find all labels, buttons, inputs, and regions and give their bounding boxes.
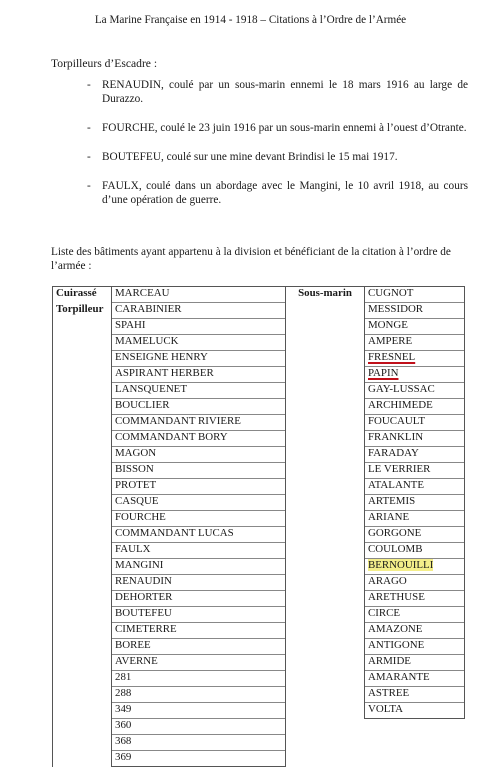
submarine-name-cell	[365, 335, 465, 351]
submarine-type-cell	[286, 751, 365, 767]
table-row	[53, 623, 465, 639]
type-cell	[53, 415, 112, 431]
type-cell	[53, 335, 112, 351]
submarine-type-cell	[286, 639, 365, 655]
type-cell	[53, 383, 112, 399]
ship-name-cell: MAMELUCK	[112, 335, 286, 351]
type-cell	[53, 399, 112, 415]
submarine-name: CIRCE	[368, 607, 401, 619]
submarine-type-cell	[286, 655, 365, 671]
submarine-name-cell	[365, 399, 465, 415]
submarine-name-cell	[365, 511, 465, 527]
table-row	[53, 735, 465, 751]
submarine-type-cell	[286, 319, 365, 335]
submarine-name-cell	[365, 703, 465, 719]
submarine-name: ASTREE	[368, 687, 410, 699]
submarine-name-cell	[365, 463, 465, 479]
type-cell	[53, 367, 112, 383]
type-cell	[53, 319, 112, 335]
type-cell	[53, 447, 112, 463]
ship-name-cell: FAULX	[112, 543, 286, 559]
submarine-name: ARTEMIS	[368, 495, 416, 507]
submarine-name: FRESNEL	[368, 351, 416, 363]
submarine-name: LE VERRIER	[368, 463, 431, 475]
type-cell	[53, 655, 112, 671]
type-cell	[53, 623, 112, 639]
type-cell	[53, 431, 112, 447]
ship-name-cell: DEHORTER	[112, 591, 286, 607]
table-row	[53, 431, 465, 447]
ship-name-cell: COMMANDANT RIVIERE	[112, 415, 286, 431]
table-row	[53, 655, 465, 671]
table-row	[53, 447, 465, 463]
submarine-name-cell	[365, 303, 465, 319]
type-cell	[53, 463, 112, 479]
type-cell	[53, 687, 112, 703]
list-item: - FOURCHE, coulé le 23 juin 1916 par un sous-marin ennemi à l’ouest d’Otrante.	[78, 121, 468, 135]
table-row	[53, 351, 465, 367]
submarine-type-cell	[286, 303, 365, 319]
table-row	[53, 559, 465, 575]
submarine-name: BERNOUILLI	[368, 559, 434, 571]
table-row	[53, 495, 465, 511]
submarine-name: ATALANTE	[368, 479, 424, 491]
ship-name-cell: LANSQUENET	[112, 383, 286, 399]
ship-name-cell: MAGON	[112, 447, 286, 463]
submarine-name: VOLTA	[368, 703, 404, 715]
submarine-name: PAPIN	[368, 367, 399, 379]
submarine-name-cell	[365, 367, 465, 383]
ships-table	[52, 286, 465, 767]
submarine-type-cell	[286, 463, 365, 479]
type-cell	[53, 639, 112, 655]
type-cell	[53, 511, 112, 527]
submarine-type-cell: Sous-marin	[286, 287, 365, 303]
table-row	[53, 575, 465, 591]
submarine-name: AMARANTE	[368, 671, 430, 683]
submarine-name-cell	[365, 623, 465, 639]
submarine-name-cell	[365, 751, 465, 767]
table-row	[53, 687, 465, 703]
submarine-name-cell	[365, 431, 465, 447]
ship-name-cell: 368	[112, 735, 286, 751]
table-row	[53, 319, 465, 335]
type-cell	[53, 495, 112, 511]
submarine-name: ARIANE	[368, 511, 410, 523]
table-row	[53, 383, 465, 399]
submarine-type-cell	[286, 607, 365, 623]
type-cell	[53, 479, 112, 495]
type-cell	[53, 591, 112, 607]
submarine-type-cell	[286, 399, 365, 415]
ship-name-cell: COMMANDANT LUCAS	[112, 527, 286, 543]
submarine-type-cell	[286, 415, 365, 431]
table-row	[53, 287, 465, 303]
ship-name-cell: PROTET	[112, 479, 286, 495]
submarine-type-cell	[286, 559, 365, 575]
submarine-name-cell	[365, 687, 465, 703]
page-title: La Marine Française en 1914 - 1918 – Citations à l’Ordre de l’Armée	[94, 14, 407, 26]
submarine-name: FRANKLIN	[368, 431, 424, 443]
submarine-name: MONGE	[368, 319, 408, 331]
submarine-type-cell	[286, 527, 365, 543]
submarine-type-cell	[286, 623, 365, 639]
type-cell	[53, 703, 112, 719]
table-row	[53, 479, 465, 495]
list-intro: Liste des bâtiments ayant appartenu à la division et bénéficiant de la citation à l’ordre de l’armée :	[51, 246, 451, 272]
submarine-name: FARADAY	[368, 447, 419, 459]
submarine-type-cell	[286, 447, 365, 463]
ship-name-cell: BOUCLIER	[112, 399, 286, 415]
submarine-type-cell	[286, 479, 365, 495]
submarine-name-cell	[365, 655, 465, 671]
submarine-name: ARETHUSE	[368, 591, 425, 603]
type-cell	[53, 735, 112, 751]
submarine-name: MESSIDOR	[368, 303, 424, 315]
submarine-name-cell	[365, 351, 465, 367]
submarine-name: ANTIGONE	[368, 639, 425, 651]
submarine-name-cell	[365, 671, 465, 687]
ship-name-cell: CIMETERRE	[112, 623, 286, 639]
ship-name-cell: FOURCHE	[112, 511, 286, 527]
submarine-name-cell	[365, 447, 465, 463]
submarine-name: ARMIDE	[368, 655, 411, 667]
ship-name-cell: 281	[112, 671, 286, 687]
table-row	[53, 335, 465, 351]
table-row	[53, 751, 465, 767]
type-cell: Torpilleur	[53, 303, 112, 319]
submarine-name: ARCHIMEDE	[368, 399, 433, 411]
ship-name-cell: MARCEAU	[112, 287, 286, 303]
submarine-name: CUGNOT	[368, 287, 414, 299]
type-cell	[53, 751, 112, 767]
submarine-type-cell	[286, 495, 365, 511]
submarine-type-cell	[286, 687, 365, 703]
table-row	[53, 591, 465, 607]
ship-name-cell: ASPIRANT HERBER	[112, 367, 286, 383]
sunk-ships-list	[78, 78, 468, 222]
submarine-type-cell	[286, 383, 365, 399]
ship-name-cell: SPAHI	[112, 319, 286, 335]
ship-name-cell: 288	[112, 687, 286, 703]
submarine-name-cell	[365, 495, 465, 511]
table-row	[53, 367, 465, 383]
type-cell	[53, 671, 112, 687]
submarine-type-cell	[286, 735, 365, 751]
type-cell	[53, 719, 112, 735]
submarine-name-cell	[365, 735, 465, 751]
table-row	[53, 703, 465, 719]
ship-name-cell: CARABINIER	[112, 303, 286, 319]
ship-name-cell: AVERNE	[112, 655, 286, 671]
submarine-name: GAY-LUSSAC	[368, 383, 435, 395]
submarine-name-cell	[365, 591, 465, 607]
ship-name-cell: 360	[112, 719, 286, 735]
table-row	[53, 303, 465, 319]
submarine-type-cell	[286, 719, 365, 735]
table-row	[53, 511, 465, 527]
list-item: - RENAUDIN, coulé par un sous-marin ennemi le 18 mars 1916 au large de Durazzo.	[78, 78, 468, 106]
ship-name-cell: CASQUE	[112, 495, 286, 511]
type-cell	[53, 543, 112, 559]
type-cell	[53, 351, 112, 367]
type-cell: Cuirassé	[53, 287, 112, 303]
ship-name-cell: COMMANDANT BORY	[112, 431, 286, 447]
submarine-type-cell	[286, 575, 365, 591]
table-row	[53, 543, 465, 559]
type-cell	[53, 559, 112, 575]
submarine-name-cell	[365, 383, 465, 399]
ship-name-cell: 349	[112, 703, 286, 719]
submarine-name: FOUCAULT	[368, 415, 426, 427]
submarine-name-cell	[365, 479, 465, 495]
table-row	[53, 671, 465, 687]
submarine-name: ARAGO	[368, 575, 407, 587]
ship-name-cell: BOUTEFEU	[112, 607, 286, 623]
submarine-name-cell	[365, 415, 465, 431]
table-row	[53, 527, 465, 543]
submarine-type-cell	[286, 511, 365, 527]
submarine-name: GORGONE	[368, 527, 422, 539]
submarine-type-cell	[286, 543, 365, 559]
type-cell	[53, 575, 112, 591]
section-heading: Torpilleurs d’Escadre :	[51, 57, 158, 70]
submarine-name-cell	[365, 719, 465, 735]
ship-name-cell: ENSEIGNE HENRY	[112, 351, 286, 367]
table-row	[53, 415, 465, 431]
table-row	[53, 639, 465, 655]
ship-name-cell: 369	[112, 751, 286, 767]
ship-name-cell: BOREE	[112, 639, 286, 655]
submarine-name-cell	[365, 287, 465, 303]
ship-name-cell: MANGINI	[112, 559, 286, 575]
ship-name-cell: RENAUDIN	[112, 575, 286, 591]
ship-name-cell: BISSON	[112, 463, 286, 479]
table-row	[53, 399, 465, 415]
type-cell	[53, 607, 112, 623]
submarine-type-cell	[286, 591, 365, 607]
submarine-name-cell	[365, 543, 465, 559]
submarine-type-cell	[286, 367, 365, 383]
type-cell	[53, 527, 112, 543]
submarine-name-cell	[365, 639, 465, 655]
list-item: - FAULX, coulé dans un abordage avec le Mangini, le 10 avril 1918, au cours d’une opération de guerre.	[78, 179, 468, 207]
submarine-type-cell	[286, 703, 365, 719]
submarine-name-cell	[365, 559, 465, 575]
submarine-name-cell	[365, 319, 465, 335]
submarine-name-cell	[365, 607, 465, 623]
submarine-name: AMPERE	[368, 335, 413, 347]
submarine-type-cell	[286, 671, 365, 687]
submarine-type-cell	[286, 431, 365, 447]
table-row	[53, 719, 465, 735]
table-row	[53, 463, 465, 479]
table-row	[53, 607, 465, 623]
submarine-name: COULOMB	[368, 543, 423, 555]
submarine-type-cell	[286, 335, 365, 351]
submarine-name-cell	[365, 575, 465, 591]
submarine-name: AMAZONE	[368, 623, 423, 635]
submarine-name-cell	[365, 527, 465, 543]
submarine-type-cell	[286, 351, 365, 367]
list-item: - BOUTEFEU, coulé sur une mine devant Brindisi le 15 mai 1917.	[78, 150, 468, 164]
